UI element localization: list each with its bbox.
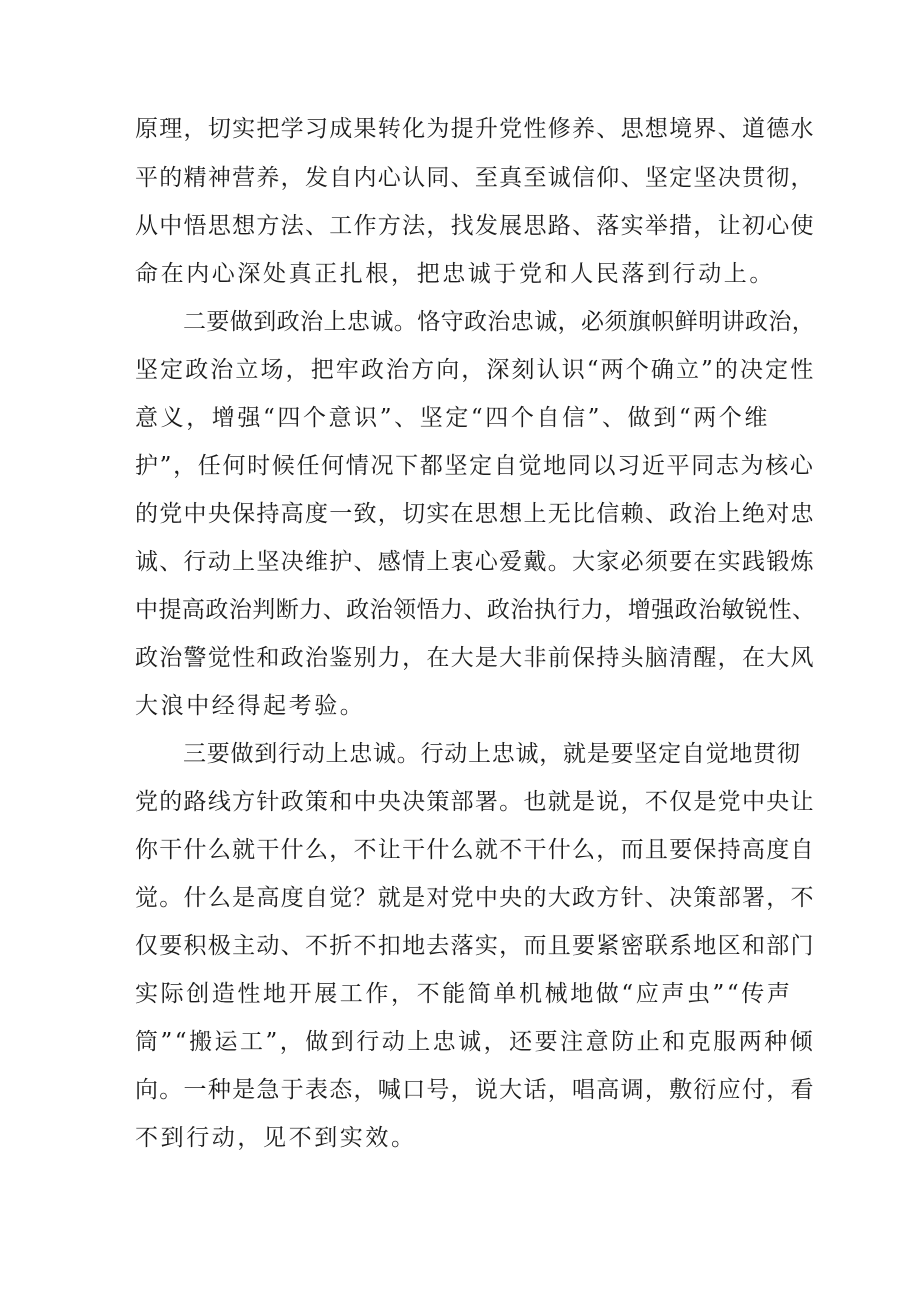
text-line: 仅要积极主动、不折不扣地去落实，而且要紧密联系地区和部门: [135, 933, 815, 959]
text-line: 大浪中经得起考验。: [135, 693, 366, 719]
text-line: 觉。什么是高度自觉？就是对党中央的大政方针、决策部署，不: [135, 885, 815, 911]
text-line: 的党中央保持高度一致，切实在思想上无比信赖、政治上绝对忠: [135, 501, 815, 527]
text-line: 护”，任何时候任何情况下都坚定自觉地同以习近平同志为核心: [135, 453, 815, 479]
text-line: 实际创造性地开展工作，不能简单机械地做“应声虫”“传声: [135, 981, 793, 1007]
paragraph-first-line: 二要做到政治上忠诚。恪守政治忠诚，必须旗帜鲜明讲政治，: [183, 309, 816, 335]
text-line: 平的精神营养，发自内心认同、至真至诚信仰、坚定坚决贯彻，: [135, 165, 815, 191]
text-line: 向。一种是急于表态，喊口号，说大话，唱高调，敷衍应付，看: [135, 1077, 815, 1103]
text-line: 命在内心深处真正扎根，把忠诚于党和人民落到行动上。: [135, 261, 775, 287]
text-line: 不到行动，见不到实效。: [135, 1125, 417, 1151]
text-line: 党的路线方针政策和中央决策部署。也就是说，不仅是党中央让: [135, 789, 815, 815]
text-line: 你干什么就干什么，不让干什么就不干什么，而且要保持高度自: [135, 837, 815, 863]
text-line: 中提高政治判断力、政治领悟力、政治执行力，增强政治敏锐性、: [135, 597, 816, 623]
text-line: 政治警觉性和政治鉴别力，在大是大非前保持头脑清醒，在大风: [135, 645, 815, 671]
paragraph-first-line: 三要做到行动上忠诚。行动上忠诚，就是要坚定自觉地贯彻: [183, 741, 801, 767]
text-line: 意义，增强“四个意识”、坚定“四个自信”、做到“两个维: [135, 405, 770, 431]
text-line: 坚定政治立场，把牢政治方向，深刻认识“两个确立”的决定性: [135, 357, 816, 383]
text-line: 筒”“搬运工”，做到行动上忠诚，还要注意防止和克服两种倾: [135, 1029, 816, 1055]
text-line: 从中悟思想方法、工作方法，找发展思路、落实举措，让初心使: [135, 213, 815, 239]
text-line: 诚、行动上坚决维护、感情上衷心爱戴。大家必须要在实践锻炼: [135, 549, 815, 575]
text-line: 原理，切实把学习成果转化为提升党性修养、思想境界、道德水: [135, 116, 815, 142]
